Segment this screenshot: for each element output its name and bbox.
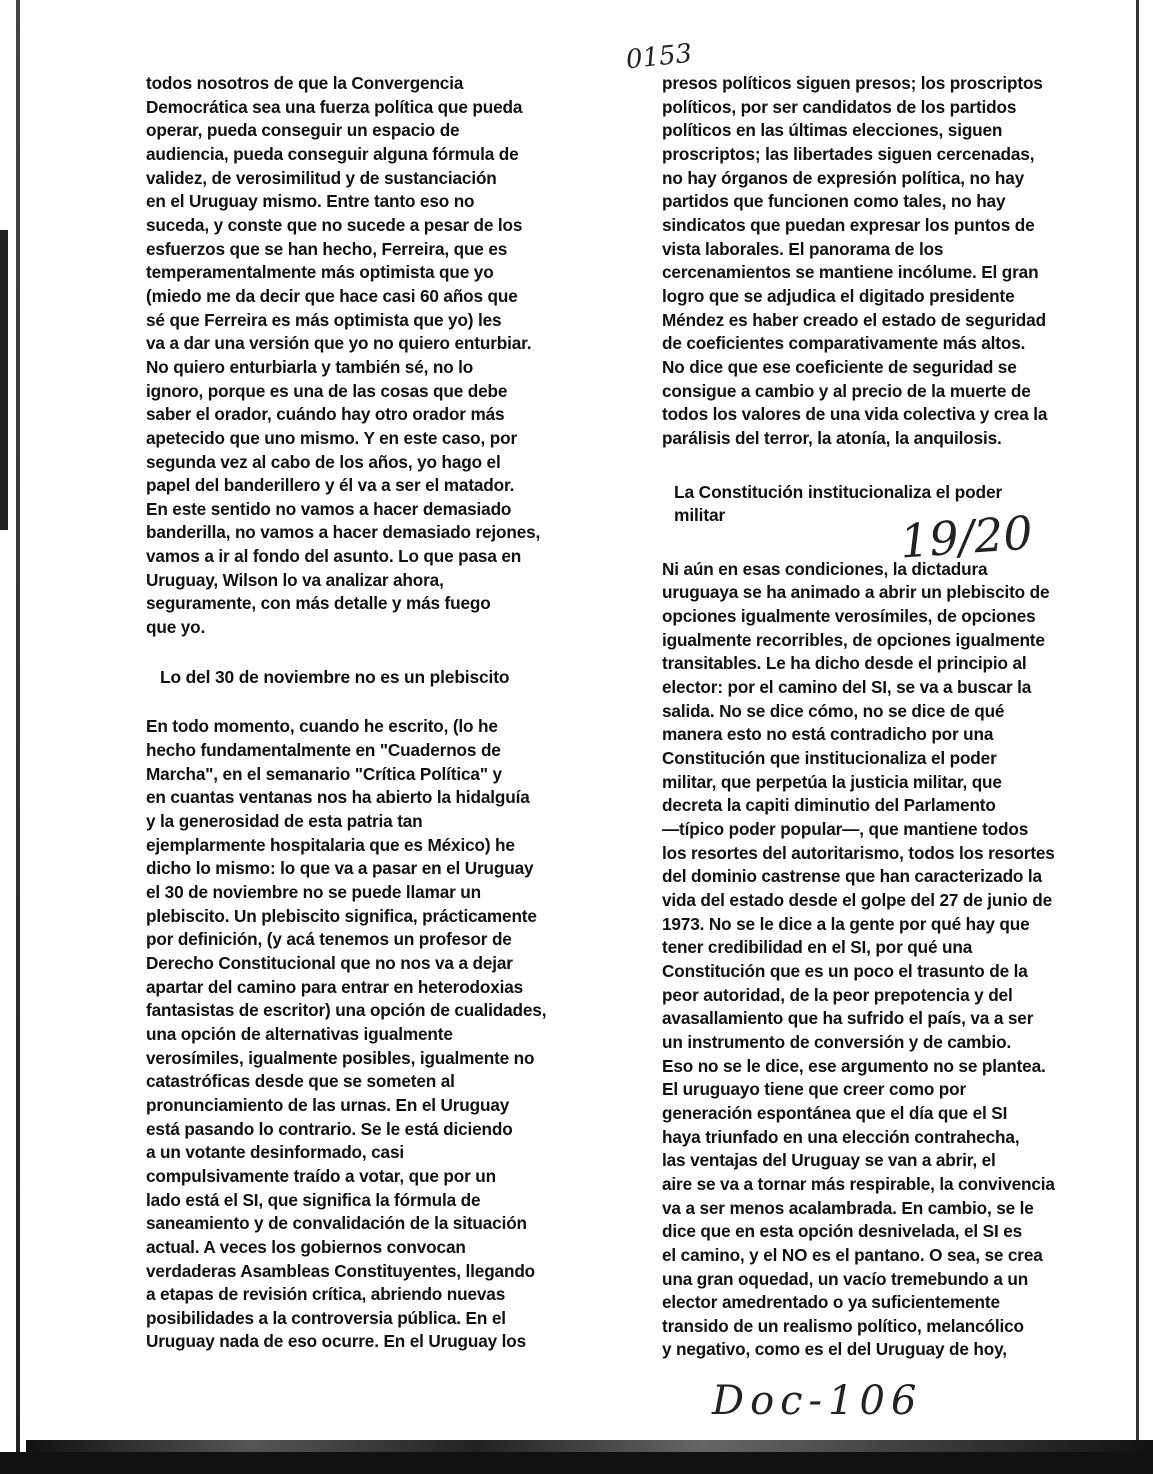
text-line: opciones igualmente verosímiles, de opciones — [662, 606, 1036, 627]
text-line: 1973. No se le dice a la gente por qué hay que — [662, 913, 1030, 934]
text-line: ignoro, porque es una de las cosas que debe — [146, 380, 508, 401]
text-line: Derecho Constitucional que no nos va a dejar — [146, 952, 513, 973]
text-line: y la generosidad de esta patria tan — [146, 811, 423, 832]
text-line: un instrumento de conversión y de cambio. — [662, 1031, 1012, 1052]
text-line: todos nosotros de que la Convergencia — [146, 73, 464, 93]
text-line: el 30 de noviembre no se puede llamar un — [146, 882, 481, 902]
text-line: temperamentalmente más optimista que yo — [146, 262, 494, 283]
text-line: vista laborales. El panorama de los — [662, 238, 944, 259]
text-line: transitables. Le ha dicho desde el principio al — [662, 653, 1027, 674]
text-line: a etapas de revisión crítica, abriendo nuevas — [146, 1284, 506, 1305]
text-line: igualmente recorribles, de opciones igualmente — [662, 629, 1045, 650]
text-line: vida del estado desde el golpe del 27 de junio de — [662, 890, 1052, 910]
text-line: catastróficas desde que se someten al — [146, 1071, 455, 1092]
text-line: Democrática sea una fuerza política que pueda — [146, 96, 523, 117]
text-line: generación espontánea que el día que el SI — [662, 1102, 1008, 1123]
text-line: suceda, y conste que no sucede a pesar de los — [146, 214, 523, 235]
text-line: —típico poder popular—, que mantiene todos — [662, 819, 1029, 840]
text-line: Marcha", en el semanario "Crítica Política" y — [146, 763, 502, 784]
text-line: posibilidades a la controversia pública. En el — [146, 1307, 506, 1328]
text-line: consigue a cambio y al precio de la muerte de — [662, 380, 1031, 401]
text-line: dice que en esta opción desnivelada, el SI es — [662, 1221, 1023, 1242]
text-line: verosímiles, igualmente posibles, igualmente no — [146, 1047, 535, 1068]
text-line: uruguaya se ha animado a abrir un plebiscito de — [662, 582, 1050, 603]
text-line: en cuantas ventanas nos ha abierto la hidalguía — [146, 787, 530, 808]
text-line: Constitución que es un poco el trasunto de la — [662, 960, 1028, 981]
text-line: haya triunfado en una elección contrahecha, — [662, 1126, 1020, 1147]
heading-line: militar — [674, 505, 726, 526]
text-line: seguramente, con más detalle y más fuego — [146, 593, 491, 614]
text-line: verdaderas Asambleas Constituyentes, llegando — [146, 1260, 536, 1281]
text-line: pronunciamiento de las urnas. En el Uruguay — [146, 1094, 510, 1115]
scan-left-shadow — [0, 230, 8, 530]
text-line: dicho lo mismo: lo que va a pasar en el Uruguay — [146, 858, 534, 879]
text-line: parálisis del terror, la atonía, la anquilosis. — [662, 427, 1002, 448]
text-line: No dice que ese coeficiente de seguridad se — [662, 356, 1017, 377]
text-line: apetecido que uno mismo. Y en este caso, por — [146, 427, 517, 448]
text-line: los resortes del autoritarismo, todos los resortes — [662, 842, 1055, 863]
text-line: está pasando lo contrario. Se le está diciendo — [146, 1118, 513, 1139]
handwritten-page-number: 0153 — [624, 38, 694, 76]
left-paragraph-2 — [146, 715, 616, 1354]
text-line: las ventajas del Uruguay se van a abrir, el — [662, 1150, 996, 1171]
handwritten-document-code: Doc-106 — [712, 1378, 923, 1424]
text-line: presos políticos siguen presos; los proscriptos — [662, 73, 1043, 93]
text-line: elector: por el camino del SI, se va a buscar la — [662, 677, 1032, 698]
text-line: esfuerzos que se han hecho, Ferreira, que es — [146, 238, 508, 259]
text-line: Uruguay, Wilson lo va analizar ahora, — [146, 569, 444, 590]
heading-line: La Constitución institucionaliza el poder — [674, 481, 1003, 502]
text-line: No quiero enturbiarla y también sé, no lo — [146, 356, 474, 377]
left-paragraph-1 — [146, 72, 616, 640]
text-line: tener credibilidad en el SI, por qué una — [662, 937, 973, 958]
text-line: militar, que perpetúa la justicia militar, que — [662, 771, 1002, 792]
text-line: Eso no se le dice, ese argumento no se plantea. — [662, 1055, 1046, 1076]
text-line: de coeficientes comparativamente más altos. — [662, 333, 1026, 354]
text-line: banderilla, no vamos a hacer demasiado rejones, — [146, 522, 541, 543]
text-line: proscriptos; las libertades siguen cercenadas, — [662, 143, 1035, 164]
text-line: saber el orador, cuándo hay otro orador más — [146, 404, 505, 425]
text-line: papel del banderillero y él va a ser el matador. — [146, 475, 515, 496]
text-line: que yo. — [146, 617, 206, 638]
text-line: Uruguay nada de eso ocurre. En el Uruguay los — [146, 1331, 527, 1352]
text-line: del dominio castrense que han caracterizado la — [662, 866, 1042, 887]
text-line: compulsivamente traído a votar, que por un — [146, 1165, 496, 1186]
text-line: peor autoridad, de la peor prepotencia y del — [662, 984, 1013, 1005]
text-line: audiencia, pueda conseguir alguna fórmula de — [146, 143, 519, 164]
text-line: cercenamientos se mantiene incólume. El gran — [662, 262, 1039, 283]
text-line: Constitución que institucionaliza el poder — [662, 748, 997, 769]
text-line: por definición, (y acá tenemos un profesor de — [146, 929, 512, 950]
text-line: plebiscito. Un plebiscito significa, prácticamente — [146, 905, 537, 926]
text-line: ejemplarmente hospitalaria que es México) he — [146, 834, 515, 855]
scan-bottom-edge — [0, 1452, 1153, 1474]
text-line: va a ser menos acalambrada. En cambio, se le — [662, 1197, 1034, 1218]
text-line: aire se va a tornar más respirable, la convivencia — [662, 1173, 1055, 1194]
right-paragraph-1 — [662, 72, 1124, 451]
text-line: vamos a ir al fondo del asunto. Lo que pasa en — [146, 546, 522, 567]
text-line: En todo momento, cuando he escrito, (lo he — [146, 716, 498, 737]
text-line: políticos, por ser candidatos de los partidos — [662, 96, 1017, 117]
text-line: a un votante desinformado, casi — [146, 1142, 404, 1163]
text-line: Ni aún en esas condiciones, la dictadura — [662, 558, 988, 579]
text-line: actual. A veces los gobiernos convocan — [146, 1236, 466, 1257]
text-line: transido de un realismo político, melancólico — [662, 1315, 1024, 1336]
text-line: el camino, y el NO es el pantano. O sea, se crea — [662, 1244, 1043, 1265]
text-line: salida. No se dice cómo, no se dice de qué — [662, 700, 1005, 721]
text-line: segunda vez al cabo de los años, yo hago el — [146, 451, 501, 472]
text-line: apartar del camino para entrar en heterodoxias — [146, 976, 524, 997]
right-paragraph-2 — [662, 558, 1124, 1362]
text-line: operar, pueda conseguir un espacio de — [146, 120, 460, 141]
text-line: todos los valores de una vida colectiva y crea la — [662, 404, 1048, 425]
text-line: una gran oquedad, un vacío tremebundo a un — [662, 1268, 1029, 1289]
text-line: validez, de verosimilitud y de sustanciación — [146, 167, 497, 188]
text-line: sé que Ferreira es más optimista que yo) les — [146, 309, 502, 330]
text-line: y negativo, como es el del Uruguay de hoy, — [662, 1339, 1007, 1360]
left-column — [146, 72, 616, 1354]
text-line: fantasistas de escritor) una opción de cualidades, — [146, 1000, 547, 1021]
section-heading-constitucion — [662, 481, 1124, 528]
section-heading-plebiscito: Lo del 30 de noviembre no es un plebiscito — [160, 666, 510, 687]
text-line: políticos en las últimas elecciones, siguen — [662, 120, 1003, 141]
text-line: en el Uruguay mismo. Entre tanto eso no — [146, 191, 475, 212]
scan-left-edge — [16, 0, 20, 1474]
text-line: lado está el SI, que significa la fórmula de — [146, 1189, 481, 1210]
text-line: una opción de alternativas igualmente — [146, 1023, 453, 1044]
handwritten-page-fraction: 19/20 — [898, 505, 1035, 569]
text-line: saneamiento y de convalidación de la situación — [146, 1213, 527, 1234]
text-line: no hay órganos de expresión política, no hay — [662, 167, 1025, 188]
text-line: logro que se adjudica el digitado presidente — [662, 285, 1015, 306]
text-line: En este sentido no vamos a hacer demasiado — [146, 498, 512, 519]
text-line: partidos que funcionen como tales, no hay — [662, 191, 1006, 212]
text-line: elector amedrentado o ya suficientemente — [662, 1292, 1000, 1313]
text-line: avasallamiento que ha sufrido el país, va a ser — [662, 1008, 1034, 1029]
text-line: hecho fundamentalmente en "Cuadernos de — [146, 740, 501, 761]
text-line: El uruguayo tiene que creer como por — [662, 1079, 967, 1100]
text-line: va a dar una versión que yo no quiero enturbiar. — [146, 333, 532, 354]
text-line: sindicatos que puedan expresar los puntos de — [662, 214, 1035, 235]
text-line: (miedo me da decir que hace casi 60 años que — [146, 285, 518, 306]
right-column — [662, 72, 1124, 1362]
scan-right-edge — [1136, 0, 1139, 1474]
text-line: Méndez es haber creado el estado de seguridad — [662, 309, 1046, 330]
text-line: decreta la capiti diminutio del Parlamento — [662, 795, 996, 816]
text-line: manera esto no está contradicho por una — [662, 724, 994, 745]
